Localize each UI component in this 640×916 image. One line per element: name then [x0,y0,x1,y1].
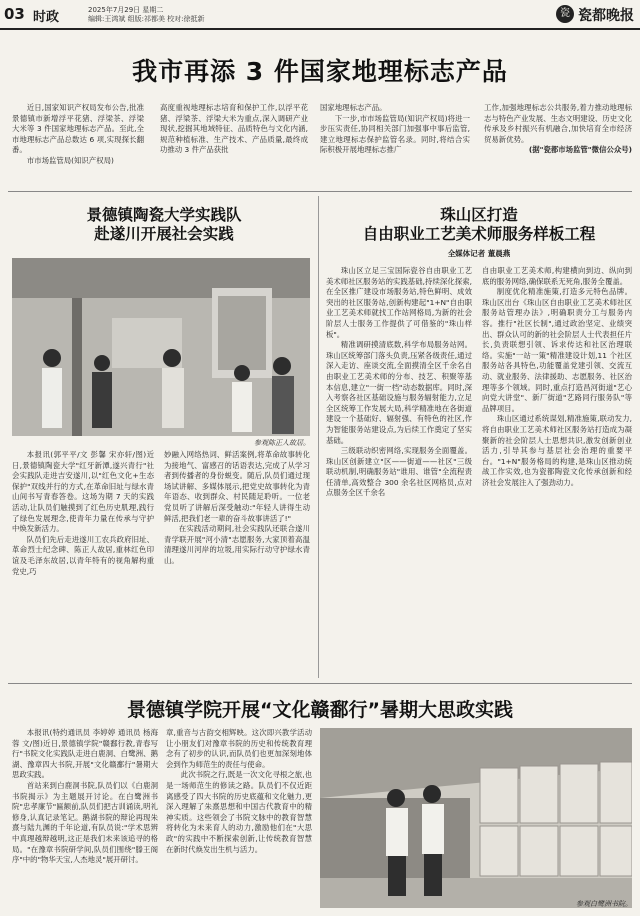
section-divider-2 [8,683,632,684]
story3-headline-line1: 珠山区打造 [440,206,518,224]
story4-col-1 [12,728,158,912]
lead-col-2-text: 高度重视地理标志培育和保护工作,以浮平花猪、浮梁茶、浮梁大米为重点,深入调研产业现状,挖掘其地域特征、品质特色与文化内涵,规范种植标准、生产技术、产品质量,最终成功推动 3 件产品获批 [160,103,308,155]
page-header [0,0,640,30]
section-name: 时政 [33,10,60,25]
story4-headline: 景德镇学院开展“文化赣鄱行”暑期大思政实践 [127,699,513,721]
story4-caption: 参观白鹭洲书院。 [576,900,632,908]
lead-col-4 [484,103,632,185]
story2-col-2-text-b: 在实践活动期间,社会实践队还联合遂川青学联开展"河小清"志愿服务,大家顶着高温清理遂川河岸的垃圾,用实际行动守护绿水青山。 [164,524,310,565]
story3-col-2-text: 自由职业工艺美术师,构建横向到边、纵向到底的服务网络,确保联系无死角,服务全覆盖。 [482,266,632,286]
story3-byline: 全媒体记者 董晨燕 [447,249,511,258]
story2-col-2-text: 妙融入网络热词、鲜活案例,将革命故事转化为接地气、富感召的话语表达,完成了从学习者到传播者的身份蜕变。随后,队员们通过现场试讲解、多媒体展示,把党史故事转化为青年语态、收到群众、村民随足聆听。一位老党员听了讲解后深受触动:"年轻人讲得生动鲜活,把我们老一辈的奋斗故事讲活了!" [164,450,310,523]
story3-headline-line2: 自由职业工艺美术师服务样板工程 [362,225,596,243]
story3-col-1-text: 珠山区立足三宝国际瓷谷自由职业工艺美术师社区服务站的实践基础,持续深化探索,在全区推广建设市场服务站,特色鲜明、成效突出的社区服务站,创新构建起"1+N"自由职业工艺美术师就找工作站网格局,为新的社会阶层人士服务工作提供了可借鉴的"珠山样板"。 [326,266,472,339]
story4-col-2-text: 章,重音与古韵交相辉映。这次即兴教学活动让小朋友们对豫章书院的历史和传统教育理念有了初步的认识,而队员们也更加深刻地体会到作为师范生的责任与使命。 [166,728,312,769]
newspaper-name: 瓷都晚报 [578,8,634,24]
story3-col-2-text-b: 制度优化精准施策,打造多元特色品牌。珠山区出台《珠山区自由职业工艺美术师社区服务站管理办法》,明确职责分工与服务内容。推行"社区长制",通过政治坚定、业绩突出、群众认可的新的社会阶层人士代表担任片长,负责联想引领、诉求传达和社区治理联络。实施"一站一策"精准建设计划,11 个社区服务站各具特色,功能覆盖党建引领、交流互动、就业服务、法律援助、志愿服务、社区治理等多个领域。同时,重点打造昌河街道"艺心向党大讲堂"、新厂街道"艺路同行服务队"等品牌项目。 [482,287,632,413]
lead-col-3-text: 国家地理标志产品。 [320,103,387,112]
story4-col-1-text: 本报讯(特约通讯员 李婷婷 通讯员 杨海蓉 文/图)近日,景德镇学院"赣鄱行教,青春写行"书院文化实践队走进白鹿洞、白鹭洲、鹅湖、豫章四大书院,开展"文化赣鄱行"暑期大思政实践。 [12,728,158,780]
story2-col-1-text: 本报讯(郭平平/文 彭馨 宋亦轩/图)近日,景德镇陶瓷大学"红牙新潭,遂兴青行"社会实践队走进吉安遂川,以"红色文化+生态保护"双线并行的方式,在革命旧址与绿水青山间书写青春答卷。这场为期 7 天的实践活动,让队员们触摸到了红色历史肌理,践行了绿色发展理念,使青年力量在传承与守护中焕发新活力。 [12,450,154,534]
column-divider [318,196,319,678]
academy-visit-image [320,728,632,908]
museum-visit-image [12,258,310,436]
story3-col-1-text-b: 精准调研摸清底数,科学布局服务站网。珠山区统筹部门落头负责,压紧各级责任,通过深入走访、座谈交流,全面摸清全区千余名自由职业工艺美术师的分布、技艺、积聚等基本信息,建立"一街一档"动态数据库。同时,深入考察各社区基础设施与服务辐射能力,立足全区统筹工作发展大局,科学精准地在各街道建设一个基础好、辐射强、有特色的社区,作为智能服务站建设点,为后续工作奠定了坚实基础。 [326,340,472,445]
story2-headline-line2: 赴遂川开展社会实践 [94,225,234,243]
story3-col-2 [482,266,632,676]
page-number: 03 [4,5,25,23]
issue-meta [88,6,268,24]
lead-source: (据"瓷都市场监管"微信公众号) [528,145,632,155]
story3-col-1 [326,266,472,676]
lead-col-3-text-b: 下一步,市市场监管局(知识产权局)将进一步压实责任,协同相关部门加强事中事后监管,建立地理标志保护监管名录。同时,将结合实际积极开展地理标志推广 [320,113,470,155]
story2-headline-line1: 景德镇陶瓷大学实践队 [86,206,242,224]
lead-col-1-text: 近日,国家知识产权局发布公告,批准景德镇市新增浮平花猪、浮梁茶、浮梁大米等 3 件国家地理标志产品。至此,全市地理标志产品总数达 6 项,实现探长翻番。 [12,103,144,155]
lead-headline: 我市再添 3 件国家地理标志产品 [132,57,508,86]
story2-col-1 [12,450,154,675]
story3-col-1-text-c: 三级联动织密网络,实现服务全面覆盖。珠山区创新建立"区——街道——社区"三级联动机制,明确服务站"谁用、谁管"全流程责任清单,高效整合 300 余名社区网格员,点对点服务全区千余名 [326,446,472,498]
section-divider [8,191,632,192]
story2-caption: 参观陈正人故居。 [254,439,310,447]
lead-col-1-text-b: 市市场监管局(知识产权局) [26,155,114,165]
story3-col-2-text-c: 珠山区通过系统谋划,精准施策,联动发力,将自由职业工艺美术师社区服务站打造成为凝聚新的社会阶层人士思想共识,激发创新创业活力,引导其参与基层社会治理的重要平台。"1+N"服务格局的构建,是珠山区推动统战工作实效,也为瓷都陶瓷文化传承创新和经济社会发展注入了强劲动力。 [482,414,632,487]
lead-col-2 [160,103,308,185]
story2-col-1-text-b: 队员们先后走进遂川工农兵政府旧址、革命烈士纪念碑、陈正人故居,重林红色印谊及毛泽东故居,以青年特有的视角解构重党史,巧 [12,534,154,576]
issue-date: 2025年7月29日 星期二 [88,6,164,14]
lead-col-4-text: 工作,加强地理标志公共服务,着力推动地理标志与特色产业发展、生态文明建设、历史文化传承及乡村振兴有机融合,加快培育全市经济贸易新优势。 [484,103,632,144]
lead-col-1 [12,103,144,185]
story3-headline [326,206,632,244]
story4-photo [320,728,632,908]
story4-col-2 [166,728,312,912]
story4-col-1-text-b: 首站来到白鹿洞书院,队员们以《白鹿洞书院揭示》为主题展开讨论。在白鹭洲书院"忠孝廉节"匾额前,队员们把古训诵读,明礼修身,认真记录笔记。鹅湖书院的辩论再现朱熹与陆九渊的千年论道,有队员说:"学术思辨中真理越辩越明,这正是我们未来该追寻的格局。"在豫章书院研学间,队员们围绕"滕王阁序"中的"物华天宝,人杰地灵"展开研讨。 [12,780,158,865]
newspaper-logo-icon: 瓷 [556,5,574,23]
lead-col-3 [320,103,470,185]
story2-col-2 [164,450,310,675]
story4-col-2-text-b: 此次书院之行,既是一次文化寻根之旅,也是一场师范生的修读之路。队员们不仅近距离感受了四大书院的历史底蕴和文化魅力,更深入理解了朱熹思想和中国古代教育中的精神实质。这些领会了书院文脉中的教育智慧将转化为未来育人的动力,激励他们在"大思政"的实践中不断探索创新,让传统教育智慧在新时代焕发出生机与活力。 [166,770,312,854]
editor-credits: 编辑:王鸿斌 组版:祁都美 校对:徐抵新 [88,15,205,23]
story2-photo [12,258,310,436]
story2-headline [14,206,314,244]
